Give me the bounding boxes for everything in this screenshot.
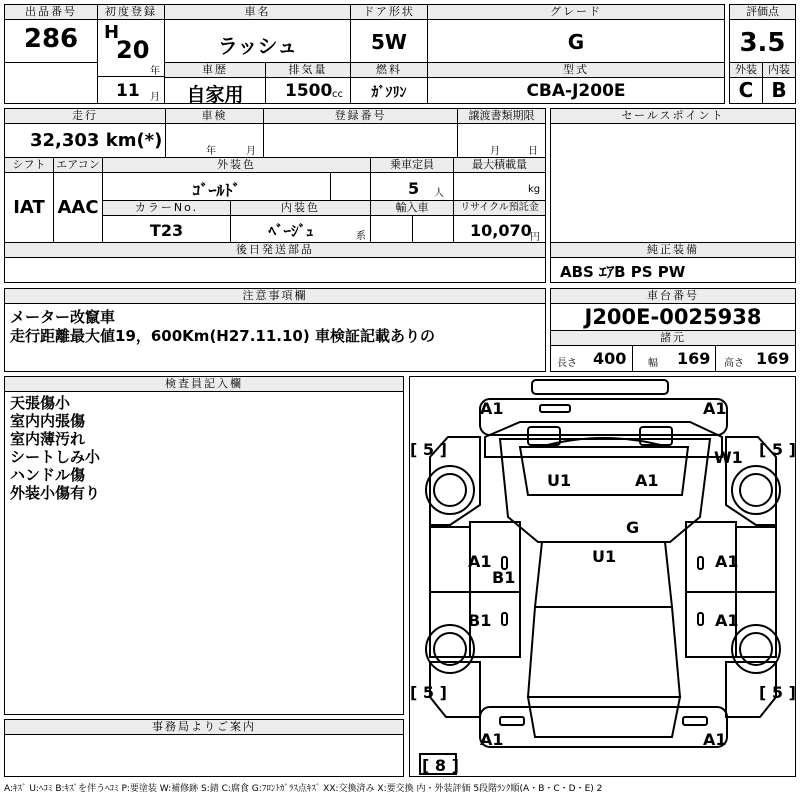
inspector-line: シートしみ小 [10, 448, 101, 466]
dmg-rear-left: A1 [480, 730, 504, 749]
car-diagram [409, 376, 796, 777]
dmg-roof-rear: U1 [547, 471, 572, 490]
interior-grade-label: 内装 [763, 63, 795, 78]
interior-color: ﾍﾞｰｼﾞｭ [268, 222, 314, 240]
tyre-front-right: [ 5 ] [759, 440, 796, 459]
specs-label: 諸元 [551, 330, 795, 346]
lot-no: 286 [23, 24, 79, 54]
dmg-roof-front: A1 [635, 471, 659, 490]
height: 169 [756, 349, 790, 368]
mileage-label: 走行 [5, 109, 165, 124]
length: 400 [593, 349, 627, 368]
year-unit: 年 [150, 66, 160, 77]
reg-year: 20 [116, 36, 150, 64]
tyre-rear-right: [ 5 ] [759, 683, 796, 702]
tyre-spare: [ 8 ] [422, 756, 459, 775]
tyre-front-right-value: 5 [771, 440, 784, 459]
import-label: 輸入車 [371, 201, 453, 216]
chassis-number: J200E-0025938 [584, 305, 762, 329]
transfer-month-unit: 月 [490, 146, 500, 157]
tyre-front-left: [ 5 ] [410, 440, 447, 459]
notes-label: 注意事項欄 [5, 289, 545, 304]
grade: G [567, 30, 585, 54]
transfer-day-unit: 日 [528, 146, 538, 157]
recycle: 10,070 [470, 221, 532, 240]
tyre-front-left-value: 5 [422, 440, 435, 459]
model-label: 型式 [428, 63, 724, 78]
inspector-label: 検査員記入欄 [5, 377, 403, 392]
later-parts-label: 後日発送部品 [5, 243, 545, 258]
dmg-windshield: G [626, 518, 640, 537]
month-unit: 月 [150, 92, 160, 103]
max-load-unit: kg [528, 184, 541, 195]
tyre-spare-value: 8 [434, 756, 447, 775]
ac-label: エアコン [54, 158, 102, 173]
tyre-rear-left-value: 5 [422, 683, 435, 702]
score-label: 評価点 [730, 5, 795, 20]
interior-color-unit: 系 [356, 231, 366, 242]
color-label: 外装色 [103, 158, 370, 173]
dmg-front-left: A1 [480, 399, 504, 418]
capacity-label: 乗車定員 [371, 158, 453, 173]
doors-label: ドア形状 [351, 5, 427, 20]
exterior-grade: C [738, 78, 754, 102]
ac: AAC [57, 197, 99, 218]
inspector-line: 天張傷小 [10, 394, 71, 412]
shift-label: シフト [5, 158, 53, 173]
car-outline [410, 377, 795, 776]
dmg-door-right-front: A1 [715, 552, 739, 571]
inspection-label: 車検 [166, 109, 263, 124]
dmg-fender-right: W1 [714, 448, 743, 467]
car-name: ラッシュ [217, 34, 298, 58]
inspector-line: 室内内張傷 [10, 412, 86, 430]
office-label: 事務局よりご案内 [5, 720, 403, 735]
dmg-door-left-front-b: B1 [492, 568, 516, 587]
era: H [104, 22, 120, 43]
displacement-label: 排気量 [266, 63, 350, 78]
interior-grade: B [771, 78, 787, 102]
recycle-label: リサイクル預託金 [454, 201, 545, 216]
dmg-door-left-rear: B1 [468, 611, 492, 630]
transfer-label: 譲渡書類期限 [458, 109, 545, 124]
dmg-roof-center: U1 [592, 547, 617, 566]
doors: 5W [371, 30, 407, 54]
dmg-door-right-rear: A1 [715, 611, 739, 630]
reg-no-label: 登録番号 [264, 109, 457, 124]
legend: A:ｷｽﾞ U:ﾍｺﾐ B:ｷｽﾞを伴うﾍｺﾐ P:要塗装 W:補修跡 S:錆 C:腐食 G:ﾌﾛﾝﾄｶﾞﾗｽ点ｷｽﾞ XX:交換済み X:要交換 内・外装評価 5段階ﾗﾝｸ順(A・B・C・D・E) 2 [4, 784, 603, 794]
capacity: 5 [408, 179, 420, 198]
insp-year-unit: 年 [206, 146, 216, 157]
fuel-label: 燃料 [351, 63, 427, 78]
interior-color-label: 内装色 [231, 201, 370, 216]
tyre-rear-right-value: 5 [771, 683, 784, 702]
length-label: 長さ [557, 358, 577, 369]
color: ｺﾞｰﾙﾄﾞ [192, 181, 241, 200]
lot-no-label: 出品番号 [5, 5, 97, 20]
width: 169 [677, 349, 711, 368]
recycle-unit: 円 [530, 232, 540, 243]
fuel: ｶﾞｿﾘﾝ [371, 85, 407, 101]
inspector-line: 室内薄汚れ [10, 430, 86, 448]
history: 自家用 [186, 84, 244, 106]
reg-month: 11 [116, 81, 140, 101]
oem-equipment-label: 純正装備 [551, 243, 795, 258]
dmg-rear-right: A1 [703, 730, 727, 749]
color-no-label: カラーNo. [103, 201, 230, 216]
exterior-grade-label: 外装 [730, 63, 762, 78]
inspector-line: ハンドル傷 [10, 466, 86, 484]
note-line: 走行距離最大値19，600Km(H27.11.10) 車検証記載ありの [10, 327, 435, 345]
shift: IAT [13, 197, 45, 218]
displacement-unit: cc [332, 89, 343, 100]
model: CBA-J200E [526, 81, 626, 101]
capacity-unit: 人 [434, 188, 444, 199]
displacement: 1500 [285, 81, 333, 101]
tyre-rear-left: [ 5 ] [410, 683, 447, 702]
car-name-label: 車名 [165, 5, 350, 20]
first-reg-label: 初度登録 [98, 5, 164, 20]
score: 3.5 [739, 28, 786, 58]
mileage: 32,303 km(*) [30, 130, 163, 151]
insp-month-unit: 月 [246, 146, 256, 157]
dmg-door-left-front: A1 [468, 552, 492, 571]
max-load-label: 最大積載量 [454, 158, 545, 173]
width-label: 幅 [648, 358, 658, 369]
grade-label: グレード [428, 5, 724, 20]
history-label: 車歴 [165, 63, 265, 78]
inspector-line: 外装小傷有り [10, 484, 101, 502]
dmg-front-right: A1 [703, 399, 727, 418]
sales-point-label: セールスポイント [551, 109, 795, 124]
chassis-label: 車台番号 [551, 289, 795, 304]
note-line: メーター改竄車 [10, 308, 116, 326]
oem-equipment: ABS ｴｱB PS PW [560, 263, 686, 281]
color-no: T23 [149, 221, 184, 240]
height-label: 高さ [724, 358, 744, 369]
